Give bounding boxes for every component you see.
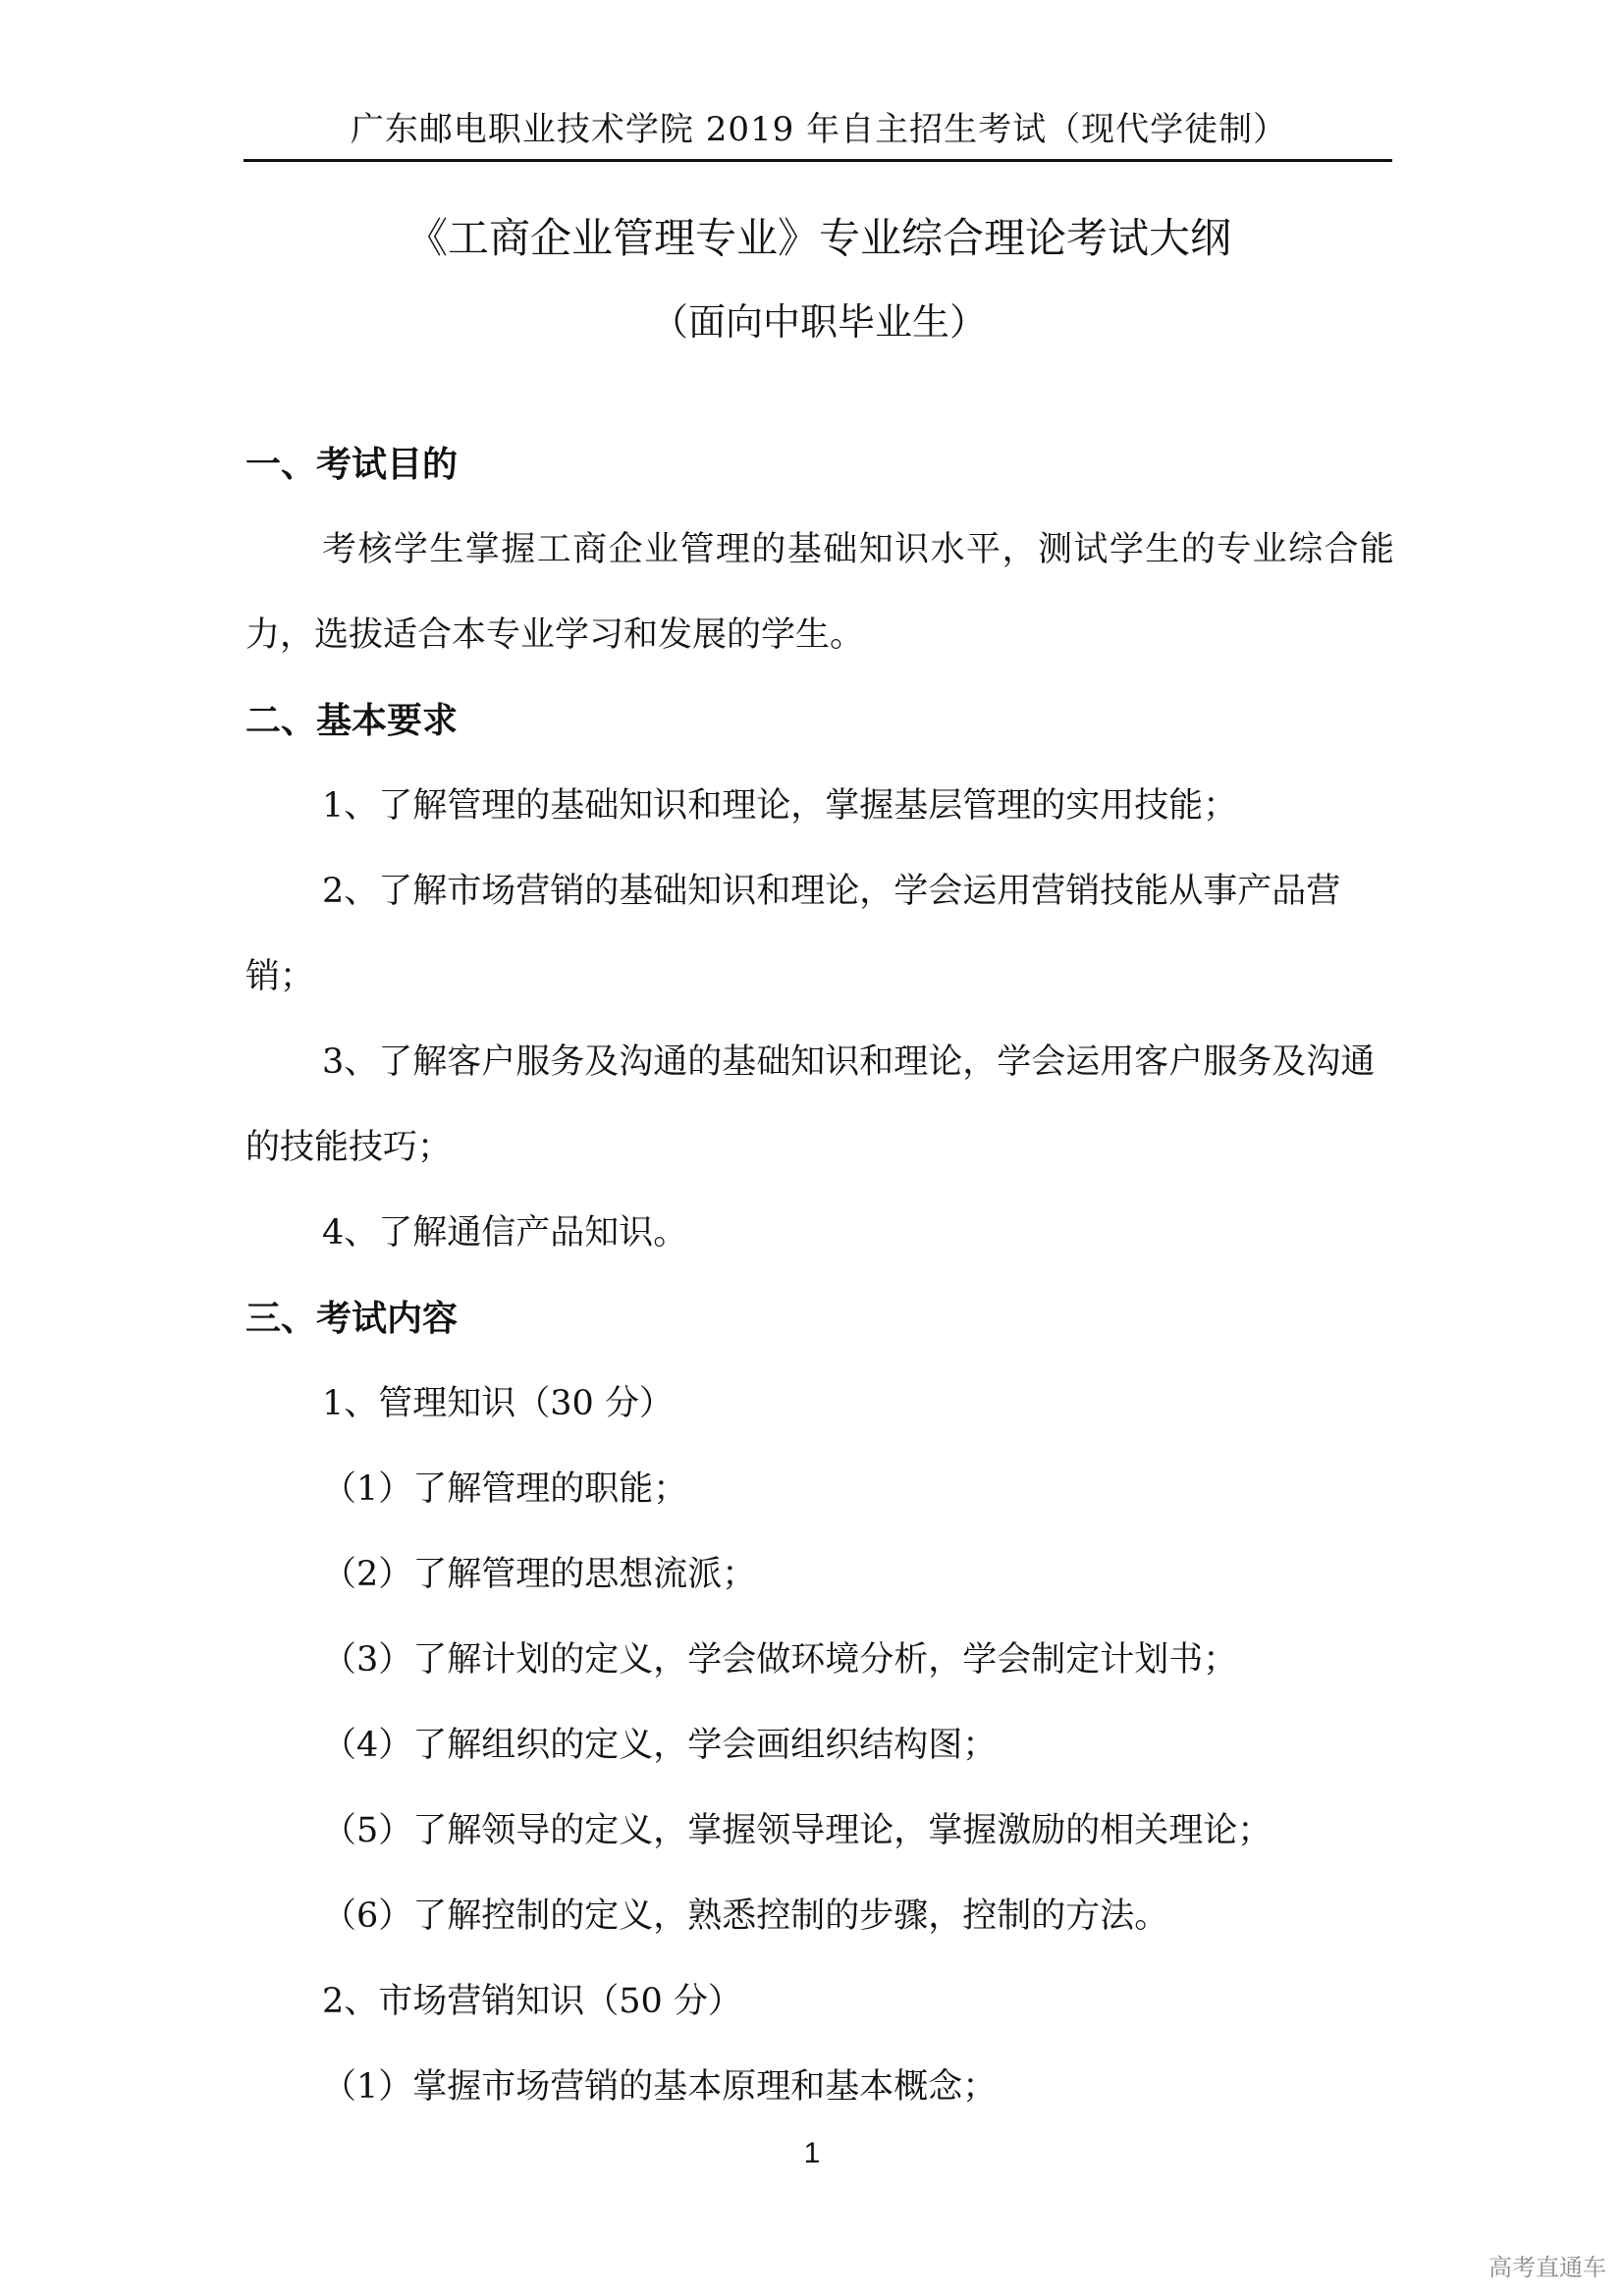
header-divider [244, 159, 1392, 162]
content-sub-item: （5）了解领导的定义，掌握领导理论，掌握激励的相关理论； [322, 1811, 1272, 1850]
watermark-text: 高考直通车 [1489, 2254, 1606, 2281]
content-sub-item: （1）掌握市场营销的基本原理和基本概念； [322, 2067, 998, 2107]
content-sub-item: （3）了解计划的定义，学会做环境分析，学会制定计划书； [322, 1640, 1238, 1680]
content-sub-item: （1）了解管理的职能； [322, 1469, 688, 1509]
requirement-item: 4、了解通信产品知识。 [322, 1213, 688, 1253]
requirement-item: 1、了解管理的基础知识和理论，掌握基层管理的实用技能； [322, 786, 1238, 826]
content-sub-item: （2）了解管理的思想流派； [322, 1555, 757, 1594]
section-heading-content: 三、考试内容 [245, 1299, 459, 1339]
content-sub-item: （4）了解组织的定义，学会画组织结构图； [322, 1726, 998, 1765]
document-subtitle: （面向中职毕业生） [650, 300, 987, 344]
requirement-item: 2、了解市场营销的基础知识和理论，学会运用营销技能从事产品营销； [245, 872, 1341, 996]
page-number: 1 [803, 2137, 821, 2169]
section-heading-purpose: 一、考试目的 [245, 445, 459, 485]
page-header: 广东邮电职业技术学院 2019 年自主招生考试（现代学徒制） [350, 110, 1288, 149]
document-body [245, 422, 1394, 2130]
content-sub-item: （6）了解控制的定义，熟悉控制的步骤，控制的方法。 [322, 1896, 1169, 1936]
content-group-title-marketing: 2、市场营销知识（50 分） [322, 1982, 742, 2021]
purpose-paragraph: 考核学生掌握工商企业管理的基础知识水平，测试学生的专业综合能力，选拔适合本专业学习和发展的学生。 [245, 530, 1394, 655]
requirement-item: 3、了解客户服务及沟通的基础知识和理论，学会运用客户服务及沟通的技能技巧； [245, 1042, 1376, 1167]
section-heading-requirements: 二、基本要求 [245, 701, 459, 741]
document-title: 《工商企业管理专业》专业综合理论考试大纲 [406, 214, 1231, 262]
content-group-title-management: 1、管理知识（30 分） [322, 1384, 674, 1423]
